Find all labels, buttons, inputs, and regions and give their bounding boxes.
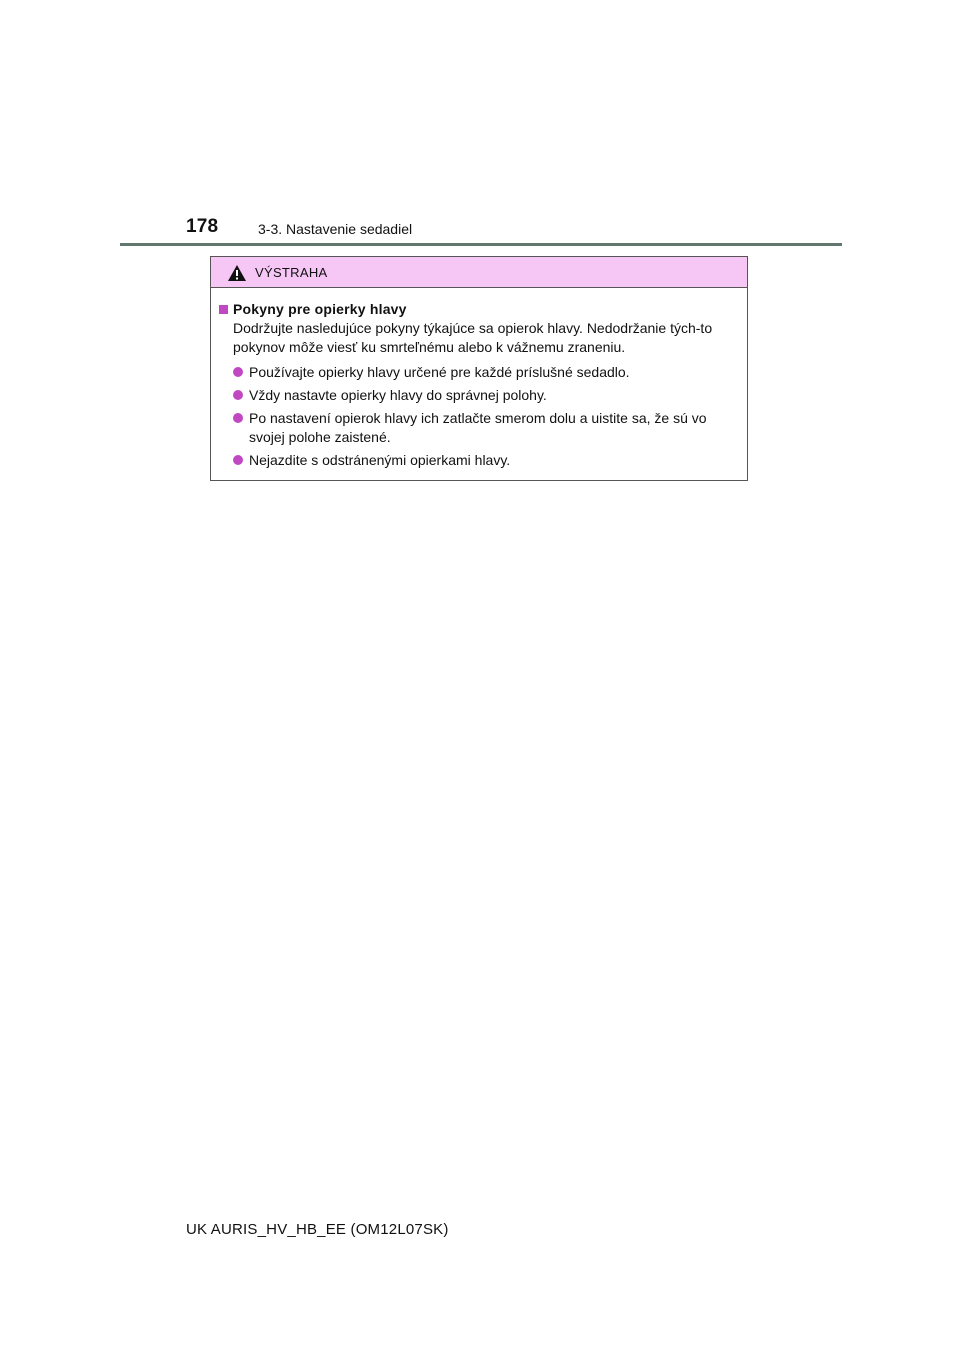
list-item-text: Nejazdite s odstránenými opierkami hlavy. [249, 452, 511, 468]
bullet-dot-icon [233, 455, 243, 465]
footer-model-code: UK AURIS_HV_HB_EE (OM12L07SK) [186, 1221, 449, 1238]
page-number: 178 [186, 216, 219, 237]
list-item-text: Používajte opierky hlavy určené pre každé príslušné sedadlo. [249, 364, 630, 380]
warning-label: VÝSTRAHA [255, 265, 328, 280]
list-item [219, 386, 741, 405]
bullet-list [219, 363, 741, 470]
warning-header [211, 257, 747, 288]
list-item [219, 451, 741, 470]
bullet-dot-icon [233, 367, 243, 377]
square-bullet-icon [219, 305, 228, 314]
list-item-text: Vždy nastavte opierky hlavy do správnej polohy. [249, 387, 547, 403]
bullet-dot-icon [233, 390, 243, 400]
warning-box [210, 256, 748, 481]
warning-intro: Dodržujte nasledujúce pokyny týkajúce sa opierok hlavy. Nedodržanie tých-to pokynov môže viesť ku smrteľnému alebo k vážnemu zraneniu. [233, 320, 713, 355]
section-title: 3-3. Nastavenie sedadiel [258, 221, 413, 237]
bullet-dot-icon [233, 413, 243, 423]
list-item [219, 363, 741, 382]
list-item-text: Po nastavení opierok hlavy ich zatlačte smerom dolu a uistite sa, že sú vo svojej polohe zaistené. [249, 410, 707, 445]
warning-subheading [219, 300, 741, 319]
warning-body [211, 288, 747, 470]
subheading-text: Pokyny pre opierky hlavy [233, 301, 407, 317]
list-item [219, 409, 741, 447]
warning-triangle-icon [227, 264, 247, 282]
header-rule [120, 243, 842, 246]
